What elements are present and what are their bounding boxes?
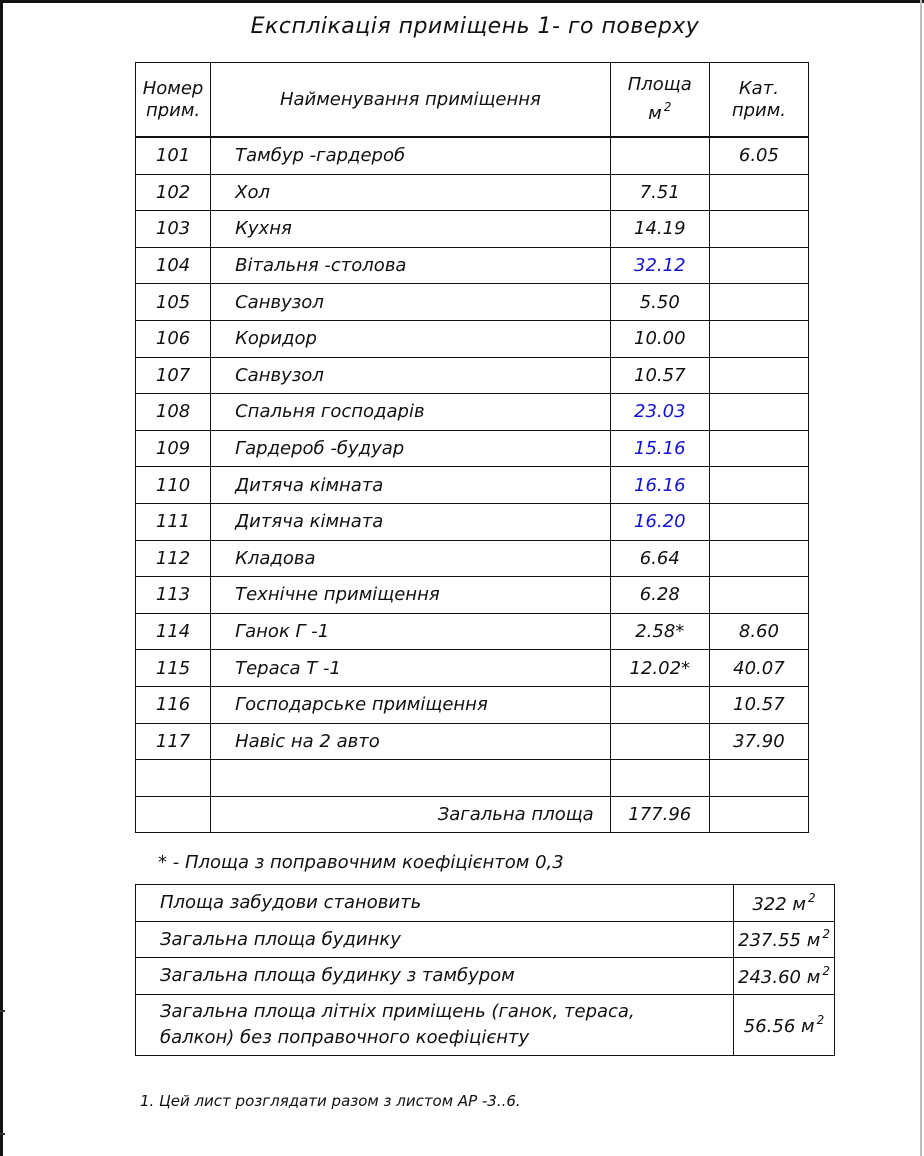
cell-category bbox=[709, 796, 808, 833]
table-row bbox=[136, 577, 809, 614]
cell-category bbox=[709, 320, 808, 357]
cell-area: 23.03 bbox=[610, 394, 709, 431]
table-total-row bbox=[136, 796, 809, 833]
cell-name: Дитяча кімната bbox=[211, 503, 611, 540]
frame-tick-mark bbox=[0, 1010, 5, 1012]
sheet-note: 1. Цей лист розглядати разом з листом АР -3..6. bbox=[140, 1092, 521, 1110]
cell-number: 110 bbox=[136, 467, 211, 504]
summary-unit-sup: 2 bbox=[816, 1012, 825, 1027]
cell-category bbox=[709, 760, 808, 797]
header-area-unit-text: м bbox=[648, 103, 662, 124]
cell-number: 104 bbox=[136, 247, 211, 284]
cell-category bbox=[709, 503, 808, 540]
cell-area: 7.51 bbox=[610, 174, 709, 211]
header-area-line1: Площа bbox=[627, 74, 692, 95]
cell-area: 2.58* bbox=[610, 613, 709, 650]
room-explication-table bbox=[135, 62, 809, 833]
summary-value bbox=[734, 921, 835, 958]
cell-category: 37.90 bbox=[709, 723, 808, 760]
summary-value bbox=[734, 958, 835, 995]
table-row bbox=[136, 540, 809, 577]
summary-unit-sup: 2 bbox=[822, 963, 830, 978]
cell-number: 111 bbox=[136, 503, 211, 540]
cell-number: 102 bbox=[136, 174, 211, 211]
cell-area: 6.64 bbox=[610, 540, 709, 577]
summary-value-text: 243.60 м bbox=[738, 966, 821, 988]
cell-number: 108 bbox=[136, 394, 211, 431]
footnote-coefficient: * - Площа з поправочним коефіцієнтом 0,3 bbox=[158, 852, 564, 873]
summary-label bbox=[136, 994, 734, 1055]
cell-name: Хол bbox=[211, 174, 611, 211]
sheet-frame-right bbox=[920, 0, 922, 1156]
cell-number: 109 bbox=[136, 430, 211, 467]
table-row-empty bbox=[136, 760, 809, 797]
cell-number: 107 bbox=[136, 357, 211, 394]
cell-area: 14.19 bbox=[610, 211, 709, 248]
cell-category bbox=[709, 247, 808, 284]
cell-name: Навіс на 2 авто bbox=[211, 723, 611, 760]
table-row bbox=[136, 357, 809, 394]
summary-row bbox=[136, 994, 835, 1055]
table-row bbox=[136, 613, 809, 650]
summary-label: Загальна площа будинку з тамбуром bbox=[136, 958, 734, 995]
cell-name: Ганок Г -1 bbox=[211, 613, 611, 650]
table-row bbox=[136, 320, 809, 357]
header-category-line2: прим. bbox=[731, 99, 787, 121]
cell-name: Тераса Т -1 bbox=[211, 650, 611, 687]
summary-label: Загальна площа будинку bbox=[136, 921, 734, 958]
cell-name: Санвузол bbox=[211, 284, 611, 321]
page-title: Експлікація приміщень 1- го поверху bbox=[250, 14, 700, 39]
cell-area: 16.16 bbox=[610, 467, 709, 504]
header-number-line2: прим. bbox=[145, 99, 201, 121]
total-value: 177.96 bbox=[610, 796, 709, 833]
cell-number: 105 bbox=[136, 284, 211, 321]
cell-category: 6.05 bbox=[709, 137, 808, 174]
cell-name: Тамбур -гардероб bbox=[211, 137, 611, 174]
summary-row bbox=[136, 921, 835, 958]
summary-value-text: 56.56 м bbox=[743, 1015, 815, 1037]
table-row bbox=[136, 284, 809, 321]
cell-name: Кладова bbox=[211, 540, 611, 577]
cell-area: 10.57 bbox=[610, 357, 709, 394]
header-number-line1: Номер bbox=[142, 77, 204, 99]
header-number bbox=[136, 63, 211, 138]
cell-category: 8.60 bbox=[709, 613, 808, 650]
table-row bbox=[136, 686, 809, 723]
cell-category bbox=[709, 394, 808, 431]
table-row bbox=[136, 394, 809, 431]
cell-category bbox=[709, 357, 808, 394]
cell-number: 114 bbox=[136, 613, 211, 650]
cell-number: 116 bbox=[136, 686, 211, 723]
sheet-frame-left bbox=[0, 0, 3, 1156]
cell-number: 103 bbox=[136, 211, 211, 248]
cell-number: 106 bbox=[136, 320, 211, 357]
cell-area bbox=[610, 686, 709, 723]
summary-label-line1: Загальна площа літніх приміщень (ганок, тераса, bbox=[160, 1000, 635, 1022]
table-row bbox=[136, 174, 809, 211]
cell-area: 32.12 bbox=[610, 247, 709, 284]
cell-name: Господарське приміщення bbox=[211, 686, 611, 723]
cell-area: 16.20 bbox=[610, 503, 709, 540]
cell-name: Дитяча кімната bbox=[211, 467, 611, 504]
table-row bbox=[136, 137, 809, 174]
summary-label-line2: балкон) без поправочного коефіцієнту bbox=[160, 1026, 530, 1048]
header-name: Найменування приміщення bbox=[211, 63, 611, 138]
table-row bbox=[136, 723, 809, 760]
cell-name: Санвузол bbox=[211, 357, 611, 394]
table-header-row bbox=[136, 63, 809, 138]
summary-value-text: 237.55 м bbox=[738, 930, 821, 952]
cell-area bbox=[610, 723, 709, 760]
cell-number bbox=[136, 760, 211, 797]
cell-area: 6.28 bbox=[610, 577, 709, 614]
total-label: Загальна площа bbox=[211, 796, 611, 833]
cell-category bbox=[709, 577, 808, 614]
summary-row bbox=[136, 958, 835, 995]
table-row bbox=[136, 503, 809, 540]
cell-area bbox=[610, 760, 709, 797]
header-category-line1: Кат. bbox=[738, 77, 779, 99]
header-category bbox=[709, 63, 808, 138]
table-row bbox=[136, 211, 809, 248]
cell-area: 10.00 bbox=[610, 320, 709, 357]
summary-value bbox=[734, 885, 835, 922]
header-area-unit bbox=[611, 96, 709, 125]
header-area bbox=[610, 63, 709, 138]
table-row bbox=[136, 430, 809, 467]
summary-unit-sup: 2 bbox=[808, 890, 816, 905]
cell-number: 101 bbox=[136, 137, 211, 174]
cell-category bbox=[709, 284, 808, 321]
cell-category bbox=[709, 174, 808, 211]
cell-name: Гардероб -будуар bbox=[211, 430, 611, 467]
summary-value bbox=[734, 994, 835, 1055]
cell-number: 117 bbox=[136, 723, 211, 760]
sheet-frame-top bbox=[0, 0, 924, 3]
frame-tick-mark bbox=[0, 1133, 5, 1135]
cell-category: 10.57 bbox=[709, 686, 808, 723]
cell-number: 115 bbox=[136, 650, 211, 687]
cell-name bbox=[211, 760, 611, 797]
cell-category: 40.07 bbox=[709, 650, 808, 687]
cell-area: 15.16 bbox=[610, 430, 709, 467]
cell-number: 113 bbox=[136, 577, 211, 614]
summary-row bbox=[136, 885, 835, 922]
cell-name: Спальня господарів bbox=[211, 394, 611, 431]
cell-name: Вітальня -столова bbox=[211, 247, 611, 284]
table-row bbox=[136, 247, 809, 284]
header-area-unit-sup: 2 bbox=[663, 100, 672, 114]
summary-unit-sup: 2 bbox=[822, 927, 830, 942]
cell-area: 12.02* bbox=[610, 650, 709, 687]
cell-area bbox=[610, 137, 709, 174]
cell-category bbox=[709, 211, 808, 248]
table-row bbox=[136, 467, 809, 504]
cell-name: Технічне приміщення bbox=[211, 577, 611, 614]
cell-name: Кухня bbox=[211, 211, 611, 248]
cell-number: 112 bbox=[136, 540, 211, 577]
table-row bbox=[136, 650, 809, 687]
summary-label: Площа забудови становить bbox=[136, 885, 734, 922]
summary-value-text: 322 м bbox=[752, 893, 807, 915]
cell-area: 5.50 bbox=[610, 284, 709, 321]
cell-name: Коридор bbox=[211, 320, 611, 357]
cell-category bbox=[709, 540, 808, 577]
cell-number bbox=[136, 796, 211, 833]
cell-category bbox=[709, 467, 808, 504]
cell-category bbox=[709, 430, 808, 467]
summary-table bbox=[135, 884, 835, 1056]
